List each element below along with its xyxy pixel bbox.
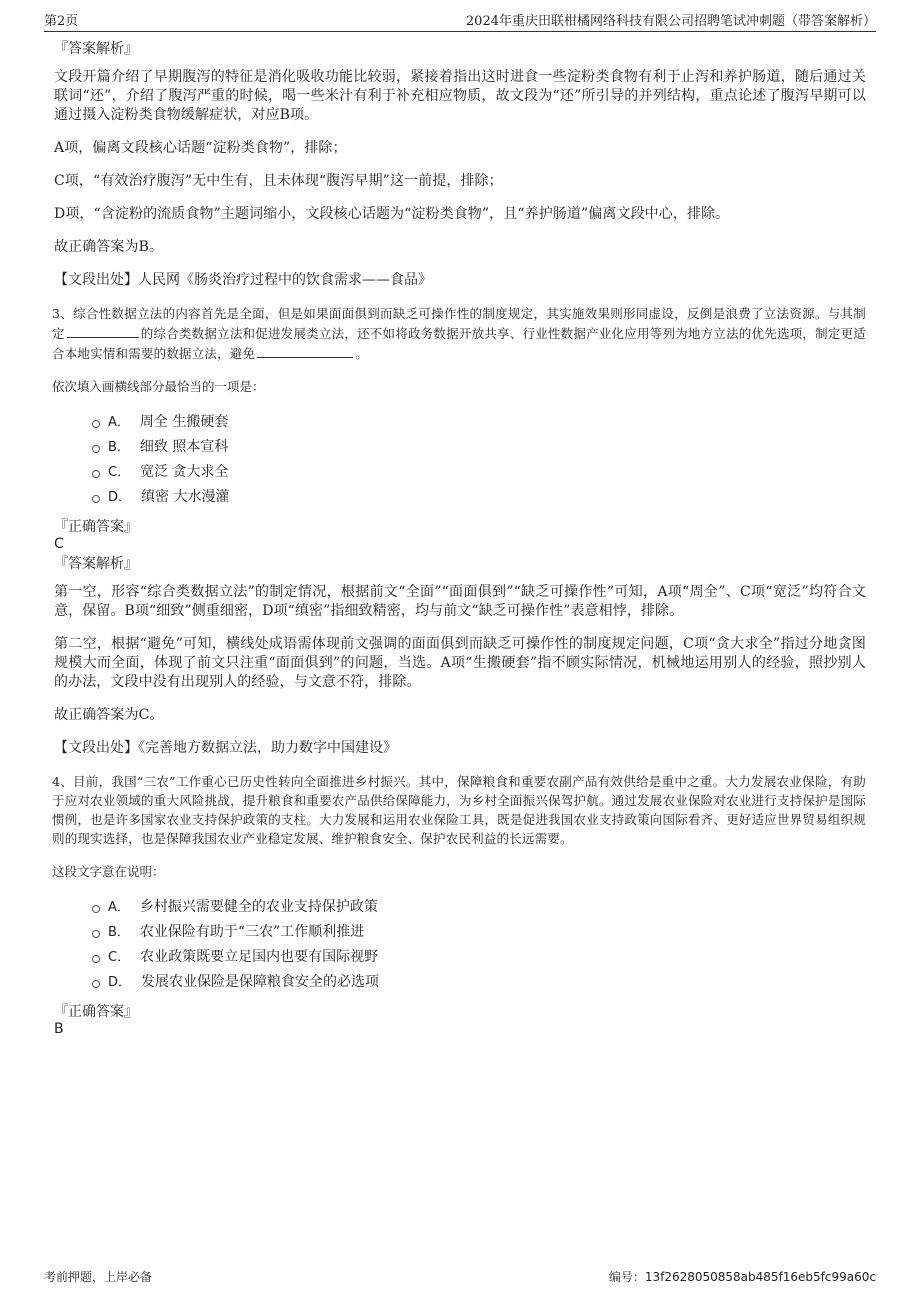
page-footer — [44, 1268, 876, 1285]
analysis-blank-2: 第二空，根据“避免”可知，横线处成语需体现前文强调的面面俱到而缺乏可操作性的制度规定问题，C项“贪大求全”指过分地贪图规模大而全面，体现了前文只注重“面面俱到”的问题，当选。A项“生搬硬套”指不顾实际情况，机械地运用别人的经验，照抄别人的办法，文段中没有出现别人的经验，与文意不符，排除。 — [54, 636, 866, 690]
radio-icon[interactable] — [92, 445, 100, 453]
question-3-option-b[interactable] — [92, 435, 866, 460]
question-4-option-d[interactable] — [92, 970, 866, 995]
answer-analysis-label: 『答案解析』 — [54, 556, 138, 572]
question-3-text-part2: 的综合类数据立法和促进发展类立法，还不如将政务数据开放共享、行业性数据产业化应用等列为地方立法的优先选项，制定更适合本地实情和需要的数据立法，避免 — [52, 326, 867, 361]
correct-answer-label: 『正确答案』 — [54, 519, 138, 535]
radio-icon[interactable] — [92, 955, 100, 963]
question-3-text — [52, 304, 866, 363]
fill-blank-1 — [67, 323, 139, 338]
option-letter: D． — [108, 490, 132, 505]
question-3-text-part3: 。 — [355, 346, 368, 361]
fill-blank-2 — [257, 343, 353, 358]
option-letter: C． — [108, 465, 131, 480]
option-letter: D． — [108, 975, 132, 990]
analysis-blank-1: 第一空，形容“综合类数据立法”的制定情况，根据前文“全面”“面面俱到”“缺乏可操作性”可知，A项“周全”、C项“宽泛”均符合文意，保留。B项“细致”侧重细密，D项“缜密”指细致精密，均与前文“缺乏可操作性”表意相悖，排除。 — [54, 584, 866, 619]
option-letter: A． — [108, 900, 130, 915]
correct-answer-label: 『正确答案』 — [54, 1004, 138, 1020]
option-text: 周全 生搬硬套 — [139, 414, 229, 430]
answer-analysis-label: 『答案解析』 — [54, 41, 138, 57]
option-letter: B． — [108, 925, 130, 940]
radio-icon[interactable] — [92, 930, 100, 938]
radio-icon[interactable] — [92, 470, 100, 478]
option-text: 农业政策既要立足国内也要有国际视野 — [140, 949, 379, 965]
code-value: 13f2628050858ab485f16eb5fc99a60c — [644, 1270, 876, 1284]
passage-source: 【文段出处】人民网《肠炎治疗过程中的饮食需求——食品》 — [54, 272, 432, 288]
question-4-option-c[interactable] — [92, 945, 866, 970]
question-3-option-c[interactable] — [92, 460, 866, 485]
option-c-note: C项，“有效治疗腹泻”无中生有，且未体现“腹泻早期”这一前提，排除； — [54, 173, 503, 189]
question-4-option-b[interactable] — [92, 920, 866, 945]
option-text: 细致 照本宣科 — [139, 439, 229, 455]
question-4-text: 4、目前，我国“三农”工作重心已历史性转向全面推进乡村振兴。其中，保障粮食和重要农副产品有效供给是重中之重。大力发展农业保险，有助于应对农业领域的重大风险挑战，提升粮食和重要农产品供给保障能力，为乡村全面振兴保驾护航。通过发展农业保险对农业进行支持保护是国际惯例，也是许多国家农业支持保护政策的支柱。大力发展和运用农业保险工具，既是促进我国农业支持政策向国际看齐、更好适应世界贸易组织规则的现实选择，也是保障我国农业产业稳定发展、维护粮食安全、保护农民利益的长远需要。 — [52, 774, 866, 846]
page-number: 第2页 — [44, 14, 79, 29]
code-label: 编号： — [608, 1270, 645, 1284]
option-letter: C． — [108, 950, 131, 965]
answer-conclusion: 故正确答案为C。 — [54, 707, 164, 723]
option-text: 发展农业保险是保障粮食安全的必选项 — [141, 974, 380, 990]
question-4-option-a[interactable] — [92, 895, 866, 920]
question-3-options — [92, 410, 866, 510]
option-letter: B． — [108, 440, 130, 455]
option-d-note: D项，“含淀粉的流质食物”主题词缩小，文段核心话题为“淀粉类食物”，且“养护肠道”偏离文段中心，排除。 — [54, 206, 730, 222]
radio-icon[interactable] — [92, 905, 100, 913]
correct-answer-value: B — [54, 1021, 64, 1037]
question-3-text-part1: 3、综合性数据立法的内容首先是全面，但是如果面面俱到而缺乏可操作性的制度规定，其实施效果则形同虚设，反倒是浪费了立法资源。与其制定 — [52, 306, 866, 341]
question-4-options — [92, 895, 866, 995]
answer-conclusion: 故正确答案为B。 — [54, 239, 164, 255]
option-a-note: A项，偏离文段核心话题“淀粉类食物”，排除； — [54, 140, 347, 156]
option-text: 农业保险有助于“三农”工作顺利推进 — [139, 924, 365, 940]
question-3-option-a[interactable] — [92, 410, 866, 435]
radio-icon[interactable] — [92, 980, 100, 988]
option-text: 乡村振兴需要健全的农业支持保护政策 — [139, 899, 378, 915]
footer-slogan: 考前押题，上岸必备 — [44, 1270, 153, 1284]
option-letter: A． — [108, 415, 130, 430]
question-3-prompt: 依次填入画横线部分最恰当的一项是： — [52, 379, 265, 394]
radio-icon[interactable] — [92, 495, 100, 503]
passage-source: 【文段出处】《完善地方数据立法，助力数字中国建设》 — [54, 740, 397, 756]
correct-answer-value: C — [54, 536, 64, 552]
radio-icon[interactable] — [92, 420, 100, 428]
option-text: 缜密 大水漫灌 — [141, 489, 230, 505]
page-header — [44, 10, 876, 32]
option-text: 宽泛 贪大求全 — [140, 464, 229, 480]
question-3-option-d[interactable] — [92, 485, 866, 510]
document-title: 2024年重庆田联柑橘网络科技有限公司招聘笔试冲刺题（带答案解析） — [465, 14, 876, 29]
answer-analysis-text: 文段开篇介绍了早期腹泻的特征是消化吸收功能比较弱，紧接着指出这时进食一些淀粉类食物有利于止泻和养护肠道，随后通过关联词“还”，介绍了腹泻严重的时候，喝一些米汁有利于补充相应物质，故文段为“还”所引导的并列结构，重点论述了腹泻早期可以通过摄入淀粉类食物缓解症状，对应B项。 — [54, 69, 866, 123]
document-code — [609, 1268, 876, 1285]
document-body — [54, 40, 866, 1038]
question-4-prompt: 这段文字意在说明： — [52, 864, 165, 879]
